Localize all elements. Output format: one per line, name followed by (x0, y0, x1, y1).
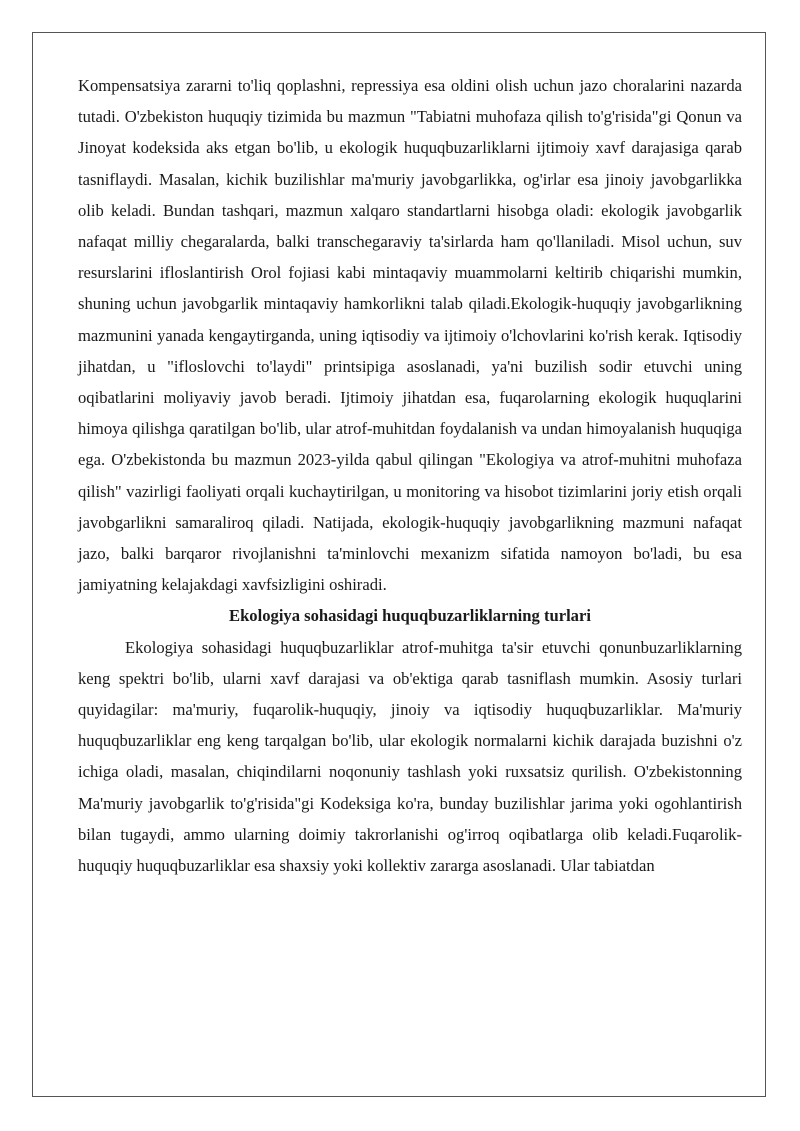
section-heading: Ekologiya sohasidagi huquqbuzarliklarning turlari (229, 606, 591, 626)
paragraph-offense-types: Ekologiya sohasidagi huquqbuzarliklar atrof-muhitga ta'sir etuvchi qonunbuzarliklarning keng spektri bo'lib, ularni xavf darajasi va ob'ektiga qarab tasniflash mumkin. Asosiy turlari quyidagilar: ma'muriy, fuqarolik-huquqiy, jinoiy va iqtisodiy huquqbuzarliklar. Ma'muriy huquqbuzarliklar eng keng tarqalgan bo'lib, ular ekologik normalarni kichik darajada buzishni o'z ichiga oladi, masalan, chiqindilarni noqonuniy tashlash yoki ruxsatsiz qurilish. O'zbekistonning Ma'muriy javobgarlik to'g'risida"gi Kodeksiga ko'ra, bunday buzilishlar jarima yoki ogohlantirish bilan tugaydi, ammo ularning doimiy takrorlanishi og'irroq oqibatlarga olib keladi.Fuqarolik-huquqiy huquqbuzarliklar esa shaxsiy yoki kollektiv zararga asoslanadi. Ular tabiatdan (78, 637, 742, 876)
document-body (78, 70, 742, 881)
paragraph-compensation: Kompensatsiya zararni to'liq qoplashni, repressiya esa oldini olish uchun jazo choralarini nazarda tutadi. O'zbekiston huquqiy tizimida bu mazmun "Tabiatni muhofaza qilish to'g'risida"gi Qonun va Jinoyat kodeksida aks etgan bo'lib, u ekologik huquqbuzarliklarni ijtimoiy xavf darajasiga qarab tasniflaydi. Masalan, kichik buzilishlar ma'muriy javobgarlikka, og'irlar esa jinoiy javobgarlikka olib keladi. Bundan tashqari, mazmun xalqaro standartlarni hisobga oladi: ekologik javobgarlik nafaqat milliy chegaralarda, balki transchegaraviy ta'sirlarda ham qo'llaniladi. Misol uchun, suv resurslarini ifloslantirish Orol fojiasi kabi mintaqaviy muammolarni keltirib chiqarishi mumkin, shuning uchun javobgarlik mintaqaviy hamkorlikni talab qiladi.Ekologik-huquqiy javobgarlikning mazmunini yanada kengaytirganda, uning iqtisodiy va ijtimoiy o'lchovlarini ko'rish kerak. Iqtisodiy jihatdan, u "ifloslovchi to'laydi" printsipiga asoslanadi, ya'ni buzilish sodir etuvchi uning oqibatlarini moliyaviy javob beradi. Ijtimoiy jihatdan esa, fuqarolarning ekologik huquqlarini himoya qilishga qaratilgan bo'lib, ular atrof-muhitdan foydalanish va undan himoyalanish huquqiga ega. O'zbekistonda bu mazmun 2023-yilda qabul qilingan "Ekologiya va atrof-muhitni muhofaza qilish" vazirligi faoliyati orqali kuchaytirilgan, u monitoring va hisobot tizimlarini joriy etish orqali javobgarlikni samaraliroq qiladi. Natijada, ekologik-huquqiy javobgarlikning mazmuni nafaqat jazo, balki barqaror rivojlanishni ta'minlovchi mexanizm sifatida namoyon bo'ladi, bu esa jamiyatning kelajakdagi xavfsizligini oshiradi. (78, 76, 742, 595)
